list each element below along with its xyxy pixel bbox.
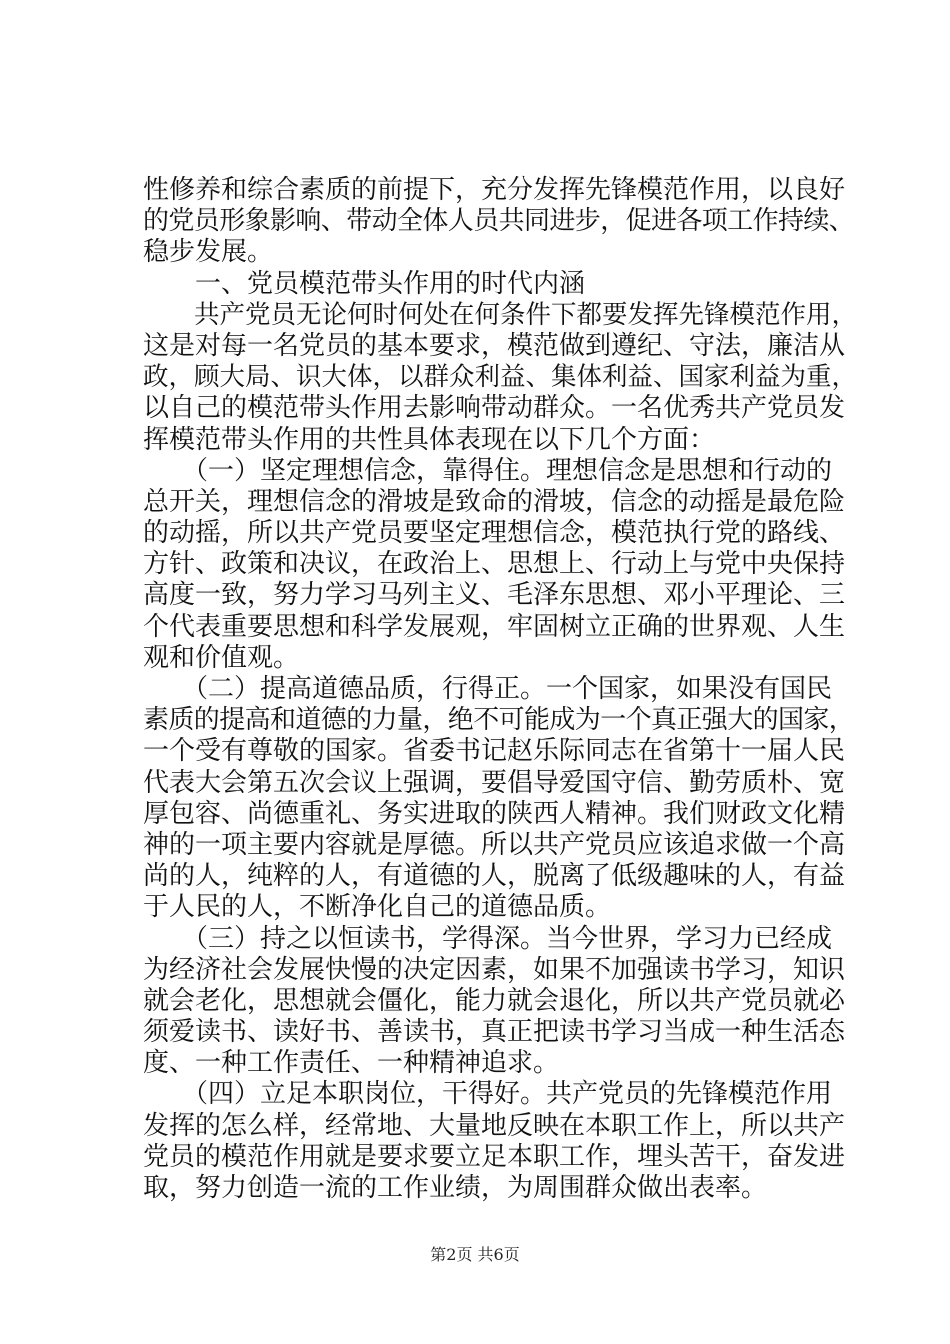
text-line: 以自己的模范带头作用去影响带动群众。一名优秀共产党员发 bbox=[143, 393, 846, 424]
text-line: 度、一种工作责任、一种精神追求。 bbox=[143, 1048, 560, 1079]
text-line: 须爱读书、读好书、善读书，真正把读书学习当成一种生活态 bbox=[143, 1017, 846, 1048]
text-line: 素质的提高和道德的力量，绝不可能成为一个真正强大的国家， bbox=[143, 705, 855, 736]
text-line: （三）持之以恒读书，学得深。当今世界，学习力已经成 bbox=[143, 923, 833, 954]
text-line: （四）立足本职岗位，干得好。共产党员的先锋模范作用 bbox=[143, 1079, 833, 1110]
text-line: 一个受有尊敬的国家。省委书记赵乐际同志在省第十一届人民 bbox=[143, 736, 846, 767]
text-line: 性修养和综合素质的前提下，充分发挥先锋模范作用，以良好 bbox=[143, 175, 846, 205]
section-heading: 一、党员模范带头作用的时代内涵 bbox=[143, 268, 586, 299]
text-line: 就会老化，思想就会僵化，能力就会退化，所以共产党员就必 bbox=[143, 985, 846, 1016]
text-line: 个代表重要思想和科学发展观，牢固树立正确的世界观、人生 bbox=[143, 611, 846, 642]
text-line: 稳步发展。 bbox=[143, 237, 274, 268]
text-line: 发挥的怎么样，经常地、大量地反映在本职工作上，所以共产 bbox=[143, 1110, 846, 1141]
text-line: 观和价值观。 bbox=[143, 642, 300, 673]
text-line: 共产党员无论何时何处在何条件下都要发挥先锋模范作用， bbox=[143, 299, 858, 330]
text-line: 这是对每一名党员的基本要求，模范做到遵纪、守法，廉洁从 bbox=[143, 330, 846, 361]
text-line: 为经济社会发展快慢的决定因素，如果不加强读书学习，知识 bbox=[143, 954, 846, 985]
text-line: 挥模范带头作用的共性具体表现在以下几个方面： bbox=[143, 424, 716, 455]
text-line: 高度一致，努力学习马列主义、毛泽东思想、邓小平理论、三 bbox=[143, 580, 846, 611]
text-line: 尚的人，纯粹的人，有道德的人，脱离了低级趣味的人，有益 bbox=[143, 861, 846, 892]
text-line: （一）坚定理想信念，靠得住。理想信念是思想和行动的 bbox=[143, 455, 833, 486]
text-line: 取，努力创造一流的工作业绩，为周围群众做出表率。 bbox=[143, 1173, 768, 1203]
text-line: 总开关，理想信念的滑坡是致命的滑坡，信念的动摇是最危险 bbox=[143, 486, 846, 517]
text-line: 神的一项主要内容就是厚德。所以共产党员应该追求做一个高 bbox=[143, 829, 846, 860]
text-line: 代表大会第五次会议上强调，要倡导爱国守信、勤劳质朴、宽 bbox=[143, 767, 846, 798]
text-line: 厚包容、尚德重礼、务实进取的陕西人精神。我们财政文化精 bbox=[143, 798, 846, 829]
body-text bbox=[143, 175, 858, 1204]
page-number-footer: 第2页 共6页 bbox=[430, 1245, 520, 1264]
text-line: 方针、政策和决议，在政治上、思想上、行动上与党中央保持 bbox=[143, 549, 846, 580]
text-line: 政，顾大局、识大体，以群众利益、集体利益、国家利益为重， bbox=[143, 362, 858, 393]
text-line: （二）提高道德品质，行得正。一个国家，如果没有国民 bbox=[143, 674, 833, 704]
text-line: 的党员形象影响、带动全体人员共同进步，促进各项工作持续、 bbox=[143, 206, 855, 237]
text-line: 的动摇，所以共产党员要坚定理想信念，模范执行党的路线、 bbox=[143, 518, 846, 549]
text-line: 于人民的人，不断净化自己的道德品质。 bbox=[143, 892, 612, 923]
text-line: 党员的模范作用就是要求要立足本职工作，埋头苦干，奋发进 bbox=[143, 1141, 846, 1172]
